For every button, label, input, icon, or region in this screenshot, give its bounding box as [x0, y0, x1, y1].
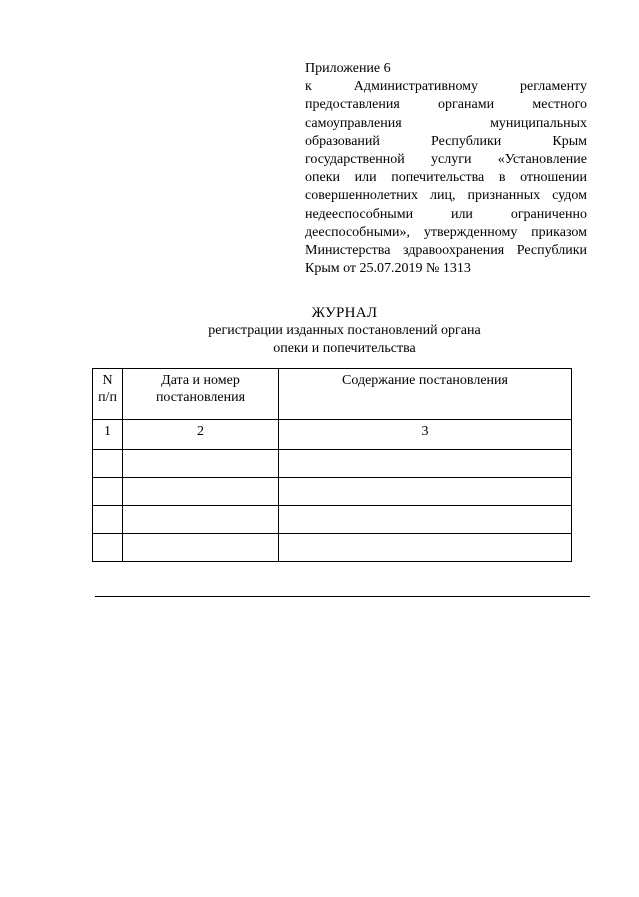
table-cell [123, 534, 279, 562]
table-cell [123, 506, 279, 534]
column-number-2: 2 [123, 420, 279, 450]
appendix-line: самоуправления муниципальных [305, 115, 587, 131]
table-row [93, 450, 572, 478]
appendix-line: государственной услуги «Установление [305, 152, 587, 168]
table-cell [93, 506, 123, 534]
column-numbers-row [93, 420, 572, 450]
journal-title-block [0, 304, 639, 358]
appendix-line: Крым от 25.07.2019 № 1313 [305, 261, 471, 277]
table-cell [93, 478, 123, 506]
header-number-line-2: п/п [98, 390, 117, 405]
journal-heading: ЖУРНАЛ [311, 305, 378, 321]
column-number-3: 3 [279, 420, 572, 450]
header-content [279, 369, 572, 420]
table-row [93, 534, 572, 562]
table-header-row [93, 369, 572, 420]
table-row [93, 506, 572, 534]
footer-divider [95, 596, 590, 597]
column-number-1: 1 [93, 420, 123, 450]
table-cell [123, 450, 279, 478]
header-date-line-2: постановления [155, 390, 246, 405]
header-date-line-1: Дата и номер [161, 373, 240, 388]
table-cell [93, 534, 123, 562]
appendix-line: дееспособными», утвержденному приказом [305, 224, 587, 240]
table-cell [93, 450, 123, 478]
header-number-line-1: N [102, 373, 113, 388]
appendix-line: образований Республики Крым [305, 133, 587, 149]
journal-table [92, 368, 572, 562]
table-row [93, 478, 572, 506]
header-content-line-1: Содержание постановления [342, 373, 508, 388]
appendix-line: недееспособными или ограниченно [305, 206, 587, 222]
appendix-line: опеки или попечительства в отношении [305, 170, 587, 186]
table-cell [279, 478, 572, 506]
journal-subtitle-line-1: регистрации изданных постановлений органа [208, 323, 481, 338]
appendix-line: к Административному регламенту [305, 79, 587, 95]
header-number [93, 369, 123, 420]
table-cell [279, 534, 572, 562]
appendix-line: совершеннолетних лиц, признанных судом [305, 188, 587, 204]
appendix-line: предоставления органами местного [305, 97, 587, 113]
appendix-line: Министерства здравоохранения Республики [305, 243, 587, 259]
appendix-header [305, 60, 587, 278]
table-cell [279, 506, 572, 534]
table-cell [279, 450, 572, 478]
appendix-line: Приложение 6 [305, 61, 391, 76]
journal-subtitle-line-2: опеки и попечительства [273, 341, 416, 356]
header-date-number [123, 369, 279, 420]
table-cell [123, 478, 279, 506]
